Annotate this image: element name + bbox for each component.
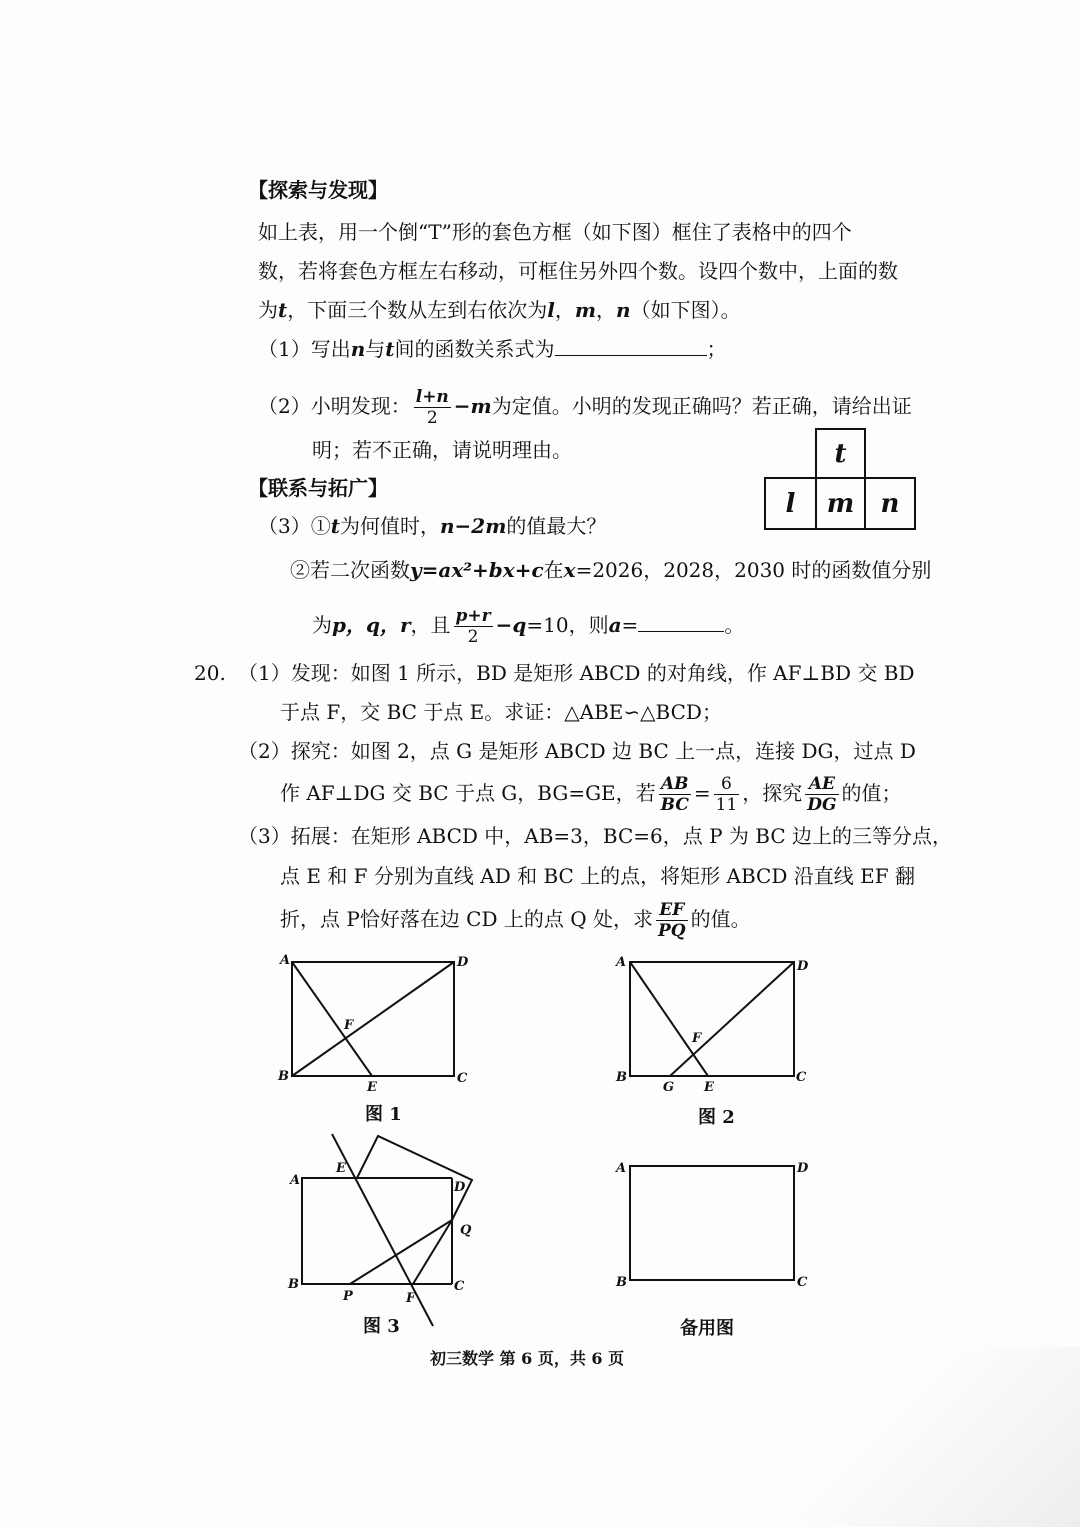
t-frame-cell-l: l bbox=[764, 477, 817, 530]
figure-spare bbox=[608, 1154, 814, 1294]
spare-label-a: A bbox=[616, 1161, 627, 1176]
question-1: （1）写出n与t间的函数关系式为 ； bbox=[258, 337, 727, 361]
fig3-label-p: P bbox=[343, 1289, 353, 1304]
fig3-line-fq bbox=[413, 1220, 452, 1284]
fraction-6-over-11: $\frac{6}{11}$ bbox=[715, 774, 738, 815]
problem-20-line-3: （2）探究：如图 2，点 G 是矩形 ABCD 边 BC 上一点，连接 DG，过点 D bbox=[238, 739, 916, 763]
problem-20-line-2: 于点 F，交 BC 于点 E。求证：△ABE∽△BCD； bbox=[280, 700, 722, 724]
figure-2 bbox=[608, 948, 814, 1096]
fig1-label-e: E bbox=[367, 1080, 377, 1095]
spare-rectangle bbox=[630, 1166, 794, 1280]
fig3-label-e: E bbox=[336, 1161, 346, 1176]
question-3-part-2: ②若二次函数y=ax²+bx+c在x=2026，2028，2030 时的函数值分别 bbox=[290, 558, 932, 582]
fig2-label-f: F bbox=[692, 1031, 702, 1046]
fig2-label-g: G bbox=[663, 1080, 675, 1095]
question-3-part-1: （3）①t为何值时，n−2m的值最大？ bbox=[258, 514, 607, 538]
fraction-l-plus-n-over-2: $\frac{l+n}{2}$ bbox=[415, 387, 449, 428]
figure-1-caption: 图 1 bbox=[365, 1104, 402, 1125]
spare-label-d: D bbox=[797, 1161, 809, 1176]
fig2-label-b: B bbox=[616, 1070, 627, 1085]
fig3-label-a: A bbox=[290, 1173, 301, 1188]
fig1-label-b: B bbox=[278, 1069, 289, 1084]
fig3-label-c: C bbox=[454, 1279, 465, 1294]
fig3-label-d: D bbox=[454, 1180, 466, 1195]
fig3-label-f: F bbox=[406, 1291, 416, 1306]
fig2-label-d: D bbox=[797, 959, 809, 974]
fraction-ef-over-pq: $\frac{EF}{PQ}$ bbox=[657, 900, 686, 941]
fig2-line-dg bbox=[670, 962, 794, 1076]
fig3-label-q: Q bbox=[460, 1223, 472, 1238]
spare-label-b: B bbox=[616, 1275, 627, 1290]
figure-spare-caption: 备用图 bbox=[680, 1318, 734, 1339]
explore-paragraph-line-3: 为t，下面三个数从左到右依次为l，m，n（如下图）。 bbox=[258, 298, 741, 322]
t-frame-cell-n: n bbox=[864, 477, 916, 530]
fig1-label-f: F bbox=[344, 1018, 354, 1033]
explore-paragraph-line-2: 数，若将套色方框左右移动，可框住另外四个数。设四个数中，上面的数 bbox=[258, 259, 898, 283]
fig2-label-c: C bbox=[796, 1070, 807, 1085]
problem-20-line-1: （1）发现：如图 1 所示，BD 是矩形 ABCD 的对角线，作 AF⊥BD 交 BD bbox=[238, 661, 915, 685]
fig3-line-pq bbox=[350, 1220, 452, 1284]
fig3-label-b: B bbox=[288, 1277, 299, 1292]
fraction-ab-over-bc: $\frac{AB}{BC}$ bbox=[660, 774, 689, 815]
fig1-label-c: C bbox=[457, 1071, 468, 1086]
scan-shadow bbox=[760, 1347, 1080, 1527]
figure-3-caption: 图 3 bbox=[363, 1316, 400, 1337]
explore-paragraph-line-1: 如上表，用一个倒“T”形的套色方框（如下图）框住了表格中的四个 bbox=[258, 220, 852, 244]
section-title-extend: 【联系与拓广】 bbox=[248, 476, 388, 500]
figure-3 bbox=[280, 1130, 480, 1328]
figure-2-caption: 图 2 bbox=[698, 1107, 735, 1128]
fig2-line-ae bbox=[630, 962, 708, 1076]
section-title-explore: 【探索与发现】 bbox=[248, 178, 388, 202]
fig1-diagonal-bd bbox=[292, 962, 454, 1076]
problem-20-line-6: 点 E 和 F 分别为直线 AD 和 BC 上的点，将矩形 ABCD 沿直线 EF 翻 bbox=[280, 864, 915, 888]
fig1-label-a: A bbox=[280, 953, 291, 968]
question-2-continued: 明；若不正确，请说明理由。 bbox=[312, 438, 572, 462]
problem-20-line-5: （3）拓展：在矩形 ABCD 中，AB=3，BC=6，点 P 为 BC 边上的三等分点， bbox=[238, 824, 953, 848]
t-frame-top-cell: t bbox=[815, 428, 866, 479]
fig2-label-e: E bbox=[704, 1080, 714, 1095]
page-footer: 初三数学 第 6 页，共 6 页 bbox=[430, 1349, 625, 1368]
question-3-part-2-continued: 为p，q，r，且 $\frac{p+r}{2}$ −q=10，则a= 。 bbox=[312, 606, 745, 647]
figure-1 bbox=[270, 948, 480, 1096]
fig2-rectangle bbox=[630, 962, 794, 1076]
fraction-p-plus-r-over-2: $\frac{p+r}{2}$ bbox=[455, 606, 491, 647]
fig2-label-a: A bbox=[616, 955, 627, 970]
spare-label-c: C bbox=[797, 1275, 808, 1290]
fraction-ae-over-dg: $\frac{AE}{DG}$ bbox=[807, 774, 837, 815]
problem-20-number: 20. bbox=[194, 661, 226, 685]
question-2: （2）小明发现： $\frac{l+n}{2}$ −m为定值。小明的发现正确吗？若正确，请给出证 bbox=[258, 387, 912, 428]
problem-20-line-7: 折，点 P恰好落在边 CD 上的点 Q 处，求 $\frac{EF}{PQ}$ 的值。 bbox=[280, 900, 751, 941]
answer-blank-a[interactable] bbox=[638, 611, 724, 632]
answer-blank-1[interactable] bbox=[555, 335, 707, 356]
fig1-label-d: D bbox=[457, 955, 469, 970]
problem-20-line-4: 作 AF⊥DG 交 BC 于点 G，BG=GE，若 $\frac{AB}{BC}$ = $\frac{6}{11}$ ，探究 $\frac{AE}{DG}$ 的值； bbox=[280, 774, 902, 815]
t-frame-cell-m: m bbox=[815, 477, 866, 530]
fig1-line-ae bbox=[292, 962, 372, 1076]
